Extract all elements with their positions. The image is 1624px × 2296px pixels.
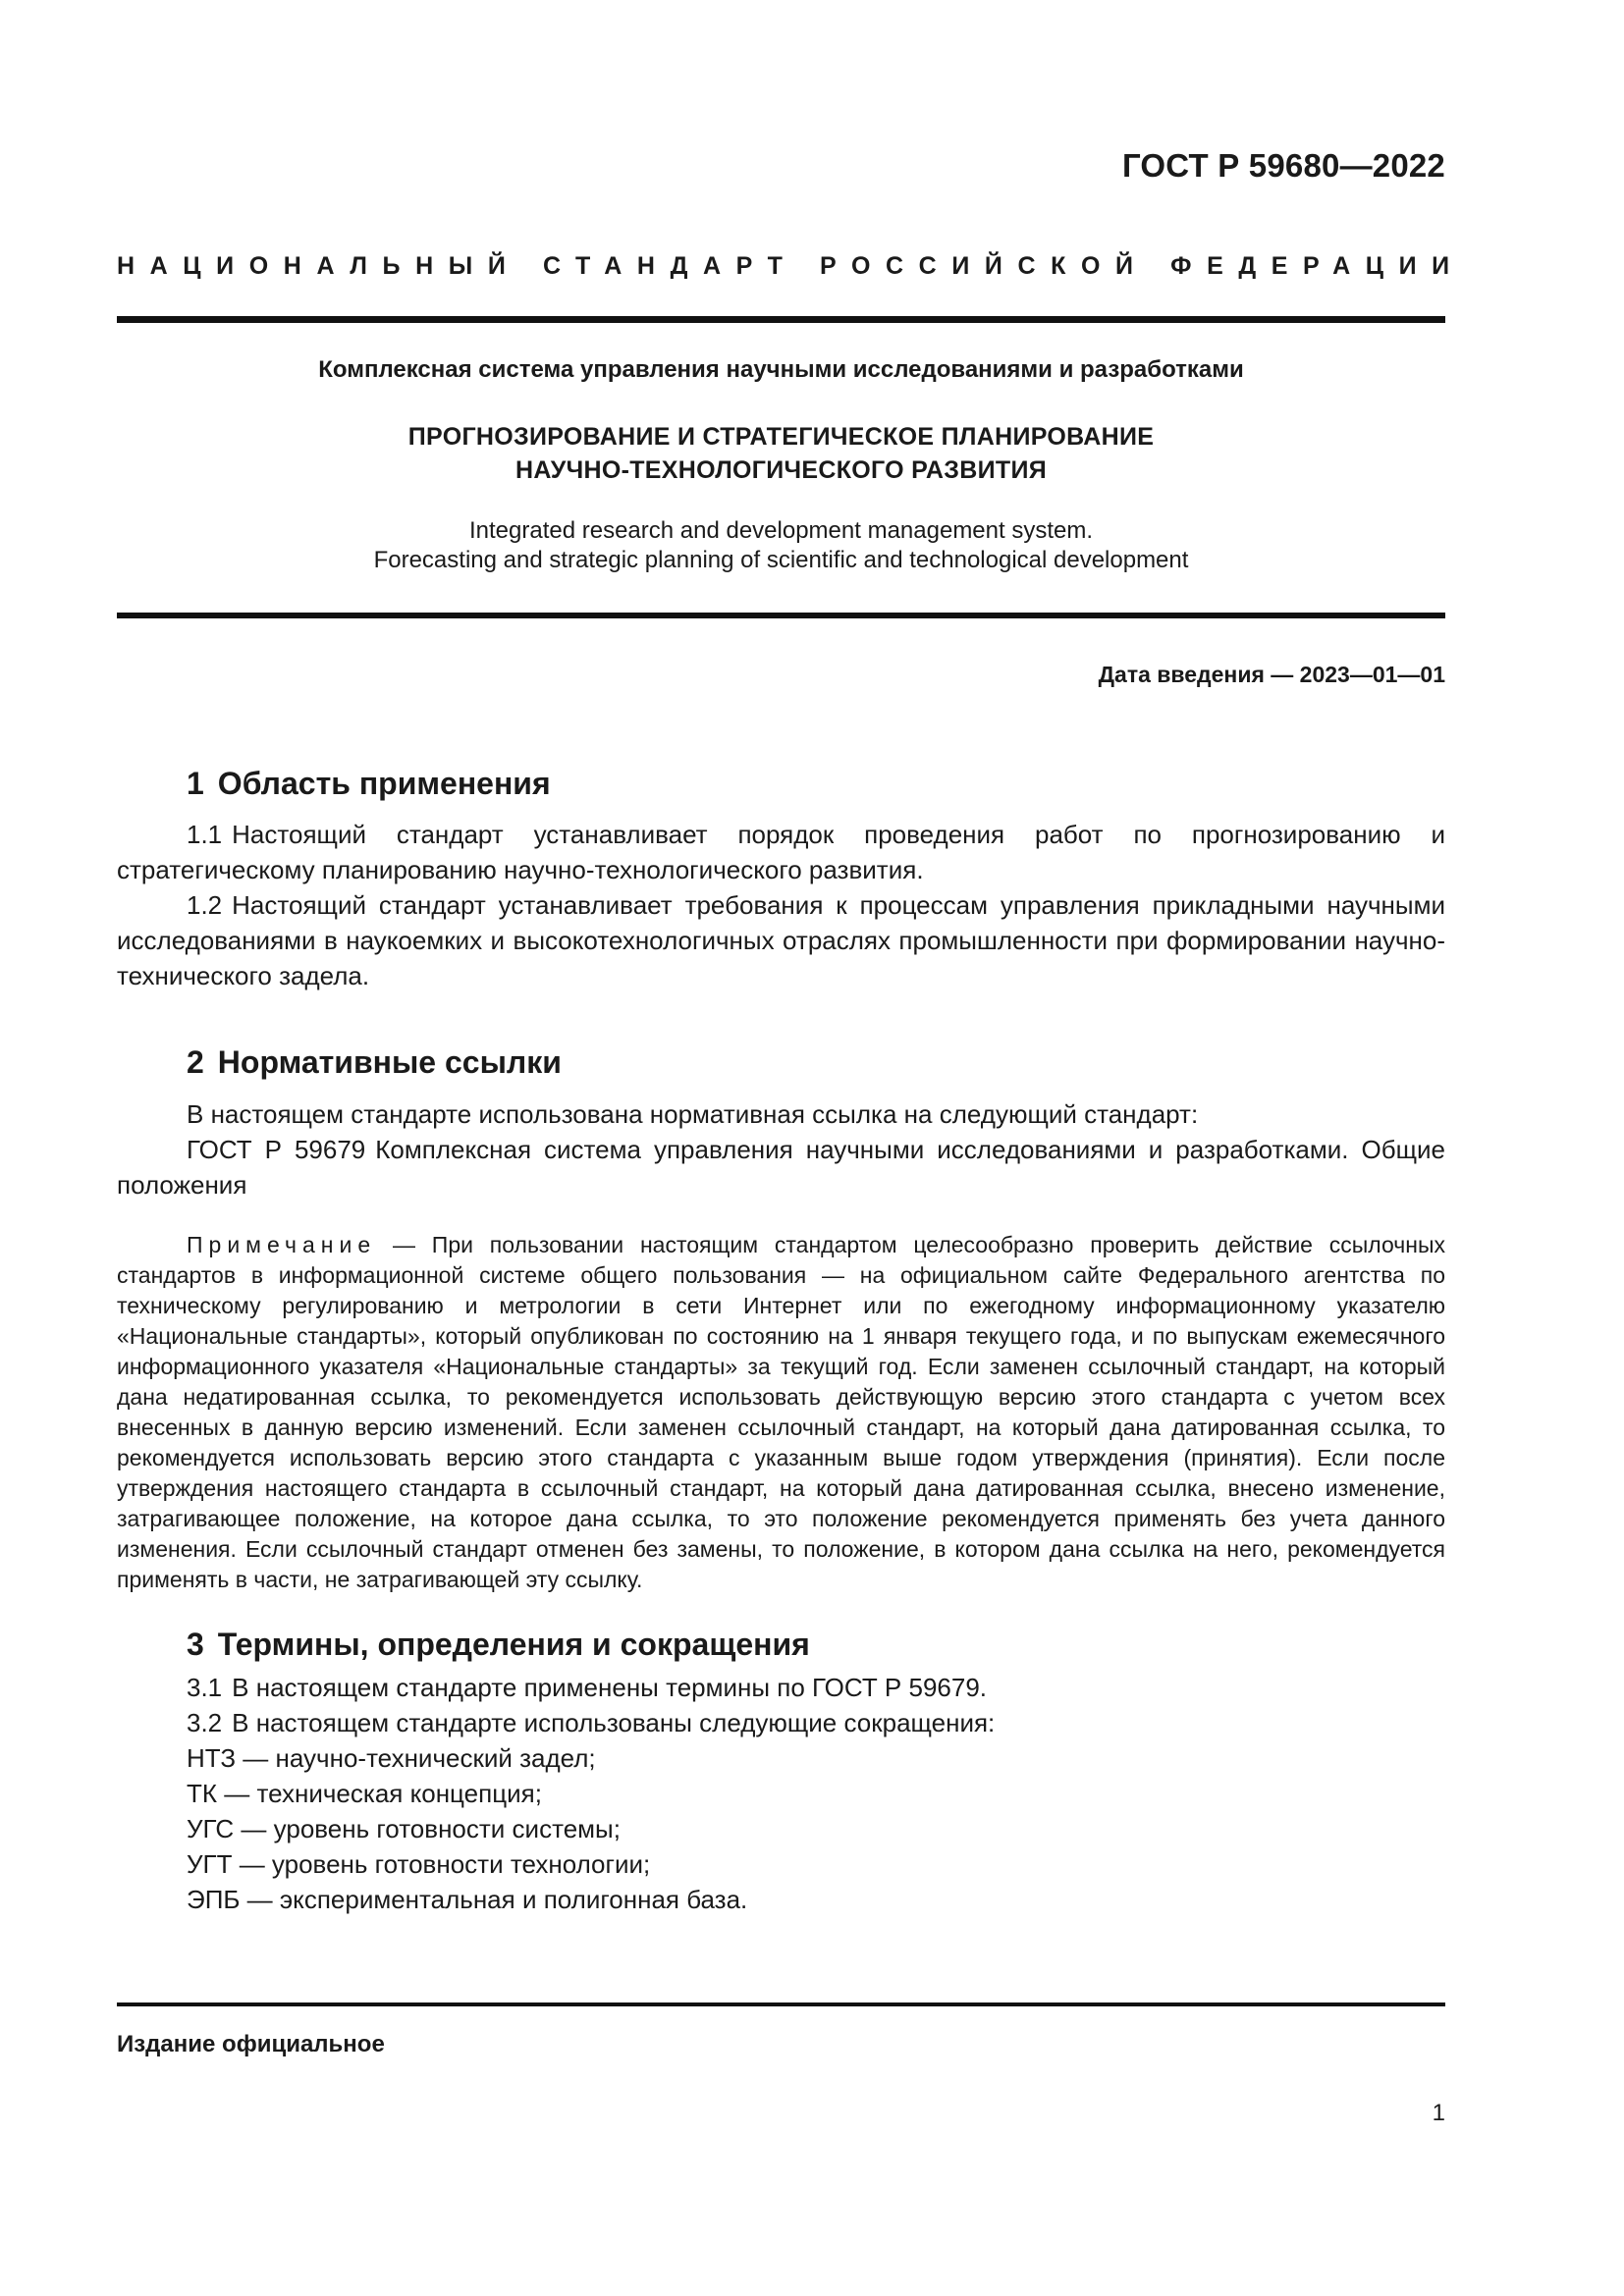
top-rule <box>117 316 1445 323</box>
official-edition: Издание официальное <box>117 2031 385 2057</box>
list-item: УГС — уровень готовности системы; <box>187 1814 621 1843</box>
paragraph-2-intro <box>117 1096 1445 1132</box>
clause-text: Настоящий стандарт устанавливает требования к процессам управления прикладными научными исследованиями в наукоемких и высокотехнологичных отраслях промышленности при формировании научно-технического задела. <box>117 890 1445 990</box>
section-number: 1 <box>187 766 204 801</box>
main-title-line-2: НАУЧНО-ТЕХНОЛОГИЧЕСКОГО РАЗВИТИЯ <box>515 456 1047 484</box>
main-title <box>0 420 1562 487</box>
english-title-line-2: Forecasting and strategic planning of scientific and technological development <box>373 547 1189 573</box>
note <box>117 1230 1445 1595</box>
section-2-heading <box>187 1044 562 1081</box>
clause-text: Настоящий стандарт устанавливает порядок проведения работ по прогнозированию и стратегическому планированию научно-технологического развития. <box>117 820 1445 884</box>
introduction-date: Дата введения — 2023—01—01 <box>1098 662 1445 687</box>
abbreviations-list <box>187 1740 747 1917</box>
clause-number: 1.2 <box>187 890 223 920</box>
section-3-heading <box>187 1627 810 1663</box>
reference-code: ГОСТ Р 59679 <box>187 1135 366 1164</box>
section-title: Область применения <box>217 766 551 801</box>
list-item: НТЗ — научно-технический задел; <box>187 1743 596 1773</box>
section-1-heading <box>187 766 551 802</box>
title-rule <box>117 613 1445 618</box>
section-number: 2 <box>187 1044 204 1080</box>
paragraph-2-reference <box>117 1132 1445 1202</box>
reference-title: Комплексная система управления научными исследованиями и разработками. Общие положения <box>117 1135 1445 1200</box>
note-text: — При пользовании настоящим стандартом целесообразно проверить действие ссылочных стандартов в информационной системе общего пользования — на официальном сайте Федерального агентства по техническому регулированию и метрологии в сети Интернет или по ежегодному информационному указателю «Национальные стандарты», который опубликован по состоянию на 1 января текущего года, и по выпускам ежемесячного информационного указателя «Национальные стандарты» за текущий год. Если заменен ссылочный стандарт, на который дана недатированная ссылка, то рекомендуется использовать действующую версию этого стандарта с учетом всех внесенных в данную версию изменений. Если заменен ссылочный стандарт, на который дана датированная ссылка, то рекомендуется использовать версию этого стандарта с указанным выше годом утверждения (принятия). Если после утверждения настоящего стандарта в ссылочный стандарт, на который дана датированная ссылка, внесено изменение, затрагивающее положение, на которое дана ссылка, то это положение рекомендуется применять без учета данного изменения. Если ссылочный стандарт отменен без замены, то положение, в котором дана ссылка на него, рекомендуется применять в части, не затрагивающей эту ссылку. <box>117 1232 1445 1592</box>
clause-text: В настоящем стандарте использована нормативная ссылка на следующий стандарт: <box>187 1099 1199 1129</box>
section-title: Термины, определения и сокращения <box>217 1627 810 1662</box>
paragraph-1-1 <box>117 817 1445 887</box>
footer-rule <box>117 2002 1445 2006</box>
clause-text: В настоящем стандарте использованы следующие сокращения: <box>232 1708 996 1737</box>
clause-number: 3.1 <box>187 1673 223 1702</box>
clause-number: 3.2 <box>187 1708 223 1737</box>
section-number: 3 <box>187 1627 204 1662</box>
paragraph-3-2 <box>187 1705 1445 1740</box>
english-title <box>0 516 1562 575</box>
complex-system-title: Комплексная система управления научными исследованиями и разработками <box>318 356 1244 383</box>
note-label: Примечание <box>187 1232 377 1257</box>
section-title: Нормативные ссылки <box>217 1044 562 1080</box>
clause-number: 1.1 <box>187 820 223 849</box>
english-title-line-1: Integrated research and development management system. <box>468 517 1094 544</box>
document-number: ГОСТ Р 59680—2022 <box>1121 147 1445 184</box>
national-standard-title: НАЦИОНАЛЬНЫЙ СТАНДАРТ РОССИЙСКОЙ ФЕДЕРАЦИИ <box>117 252 1465 280</box>
list-item: ЭПБ — экспериментальная и полигонная база. <box>187 1885 748 1914</box>
clause-text: В настоящем стандарте применены термины по ГОСТ Р 59679. <box>232 1673 988 1702</box>
list-item: УГТ — уровень готовности технологии; <box>187 1849 651 1879</box>
paragraph-1-2 <box>117 887 1445 993</box>
main-title-line-1: ПРОГНОЗИРОВАНИЕ И СТРАТЕГИЧЕСКОЕ ПЛАНИРОВАНИЕ <box>407 423 1155 451</box>
page-number: 1 <box>1432 2100 1445 2126</box>
paragraph-3-1 <box>187 1670 1445 1705</box>
list-item: ТК — техническая концепция; <box>187 1779 542 1808</box>
